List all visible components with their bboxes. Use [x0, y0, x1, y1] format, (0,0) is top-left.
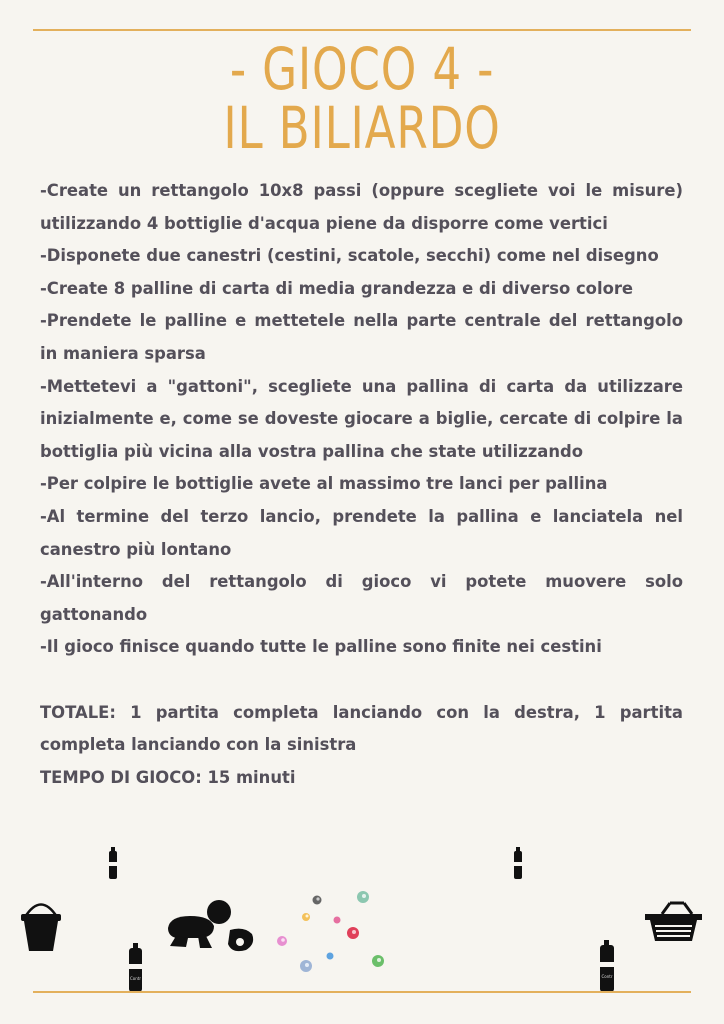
basket-icon — [645, 903, 702, 941]
instruction-item: -Per colpire le bottiglie avete al massimo tre lanci per pallina — [40, 474, 608, 494]
crawling-child-icon — [168, 900, 253, 951]
instruction-item: -Al termine del terzo lancio, prendete la pallina e lanciatela nel canestro più lontano — [40, 506, 683, 559]
paper-ball-icon — [334, 917, 341, 924]
instruction-item: -Create 8 palline di carta di media grandezza e di diverso colore — [40, 278, 634, 298]
bottom-divider — [33, 991, 691, 993]
instruction-item: -All'interno del rettangolo di gioco vi potete muovere solo gattonando — [40, 572, 683, 624]
paper-ball-icon — [300, 960, 312, 972]
paper-ball-icon — [357, 891, 369, 903]
game-field-illustration — [0, 830, 724, 1000]
bottle-icon — [514, 847, 522, 879]
paper-ball-icon — [347, 927, 359, 939]
instruction-item: -Il gioco finisce quando tutte le palline sono finite nei cestini — [40, 637, 602, 657]
bucket-icon — [21, 905, 61, 952]
paper-ball-icon — [302, 913, 310, 921]
bottle-label: Contr — [601, 974, 613, 979]
top-divider — [33, 29, 691, 31]
bottle-label: Contr — [130, 976, 141, 981]
bottle-icon — [600, 940, 614, 992]
instructions-text — [40, 175, 683, 794]
bottle-icon — [129, 943, 142, 992]
paper-ball-icon — [277, 936, 287, 946]
total-summary: TOTALE: 1 partita completa lanciando con la destra, 1 partita completa lanciando con la sinistra — [40, 702, 683, 755]
paper-ball-icon — [327, 953, 334, 960]
instruction-item: -Disponete due canestri (cestini, scatole, secchi) come nel disegno — [40, 246, 659, 266]
instruction-item: -Mettetevi a "gattoni", scegliete una pallina di carta da utilizzare inizialmente e, come se doveste giocare a biglie, cercate di colpire la bottiglia più vicina alla vostra pallina che state utilizzando — [40, 376, 683, 461]
game-time: TEMPO DI GIOCO: 15 minuti — [40, 767, 296, 787]
page-title-game-name: IL BILIARDO — [223, 94, 501, 162]
instruction-item: -Prendete le palline e mettetele nella parte centrale del rettangolo in maniera sparsa — [40, 311, 683, 363]
bottle-icon — [109, 847, 117, 879]
paper-ball-icon — [372, 955, 384, 967]
paper-ball-icon — [313, 896, 322, 905]
page-title-game-number: - GIOCO 4 - — [229, 35, 495, 103]
instruction-item: -Create un rettangolo 10x8 passi (oppure scegliete voi le misure) utilizzando 4 bottiglie d'acqua piene da disporre come vertici — [40, 181, 683, 233]
